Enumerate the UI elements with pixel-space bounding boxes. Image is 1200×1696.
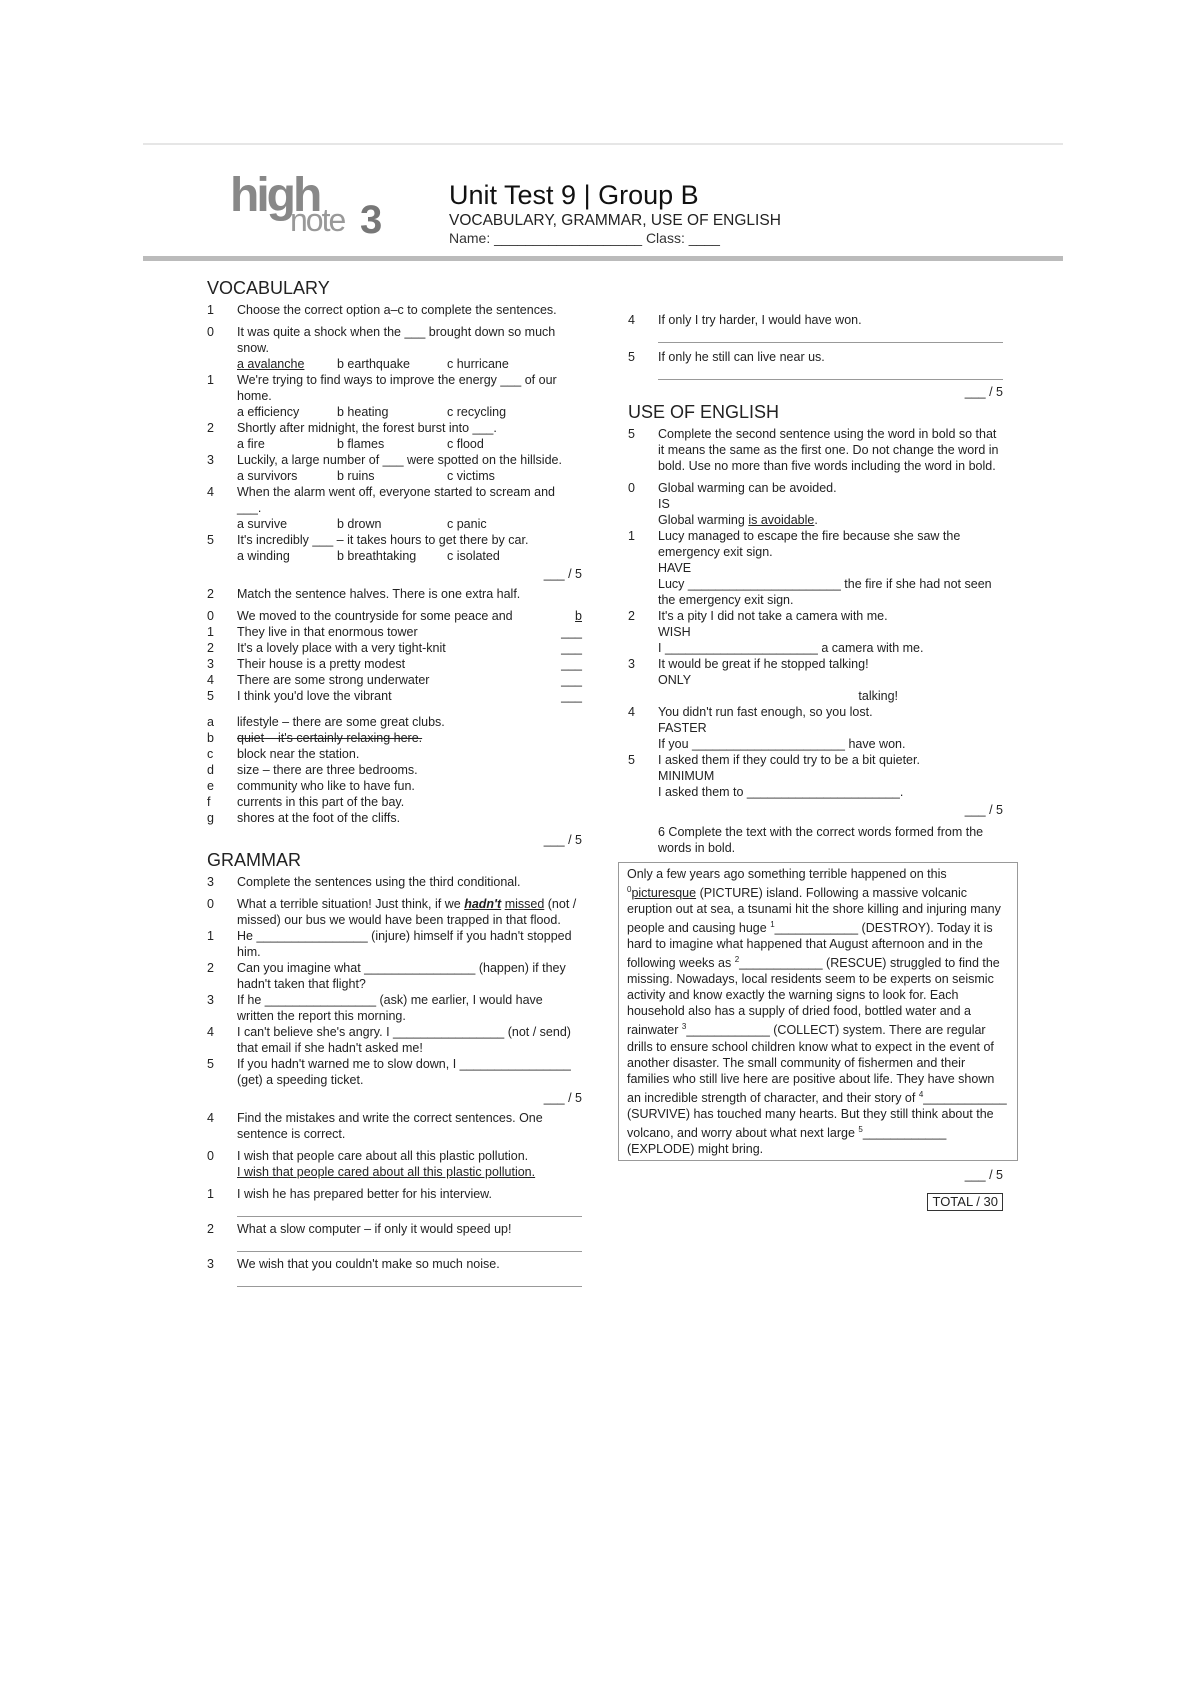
- exercise-6-instruction: 6 Complete the text with the correct words formed from the words in bold.: [658, 825, 984, 855]
- ex2-option: e community who like to have fun.: [207, 779, 415, 793]
- exercise-6-text-box: Only a few years ago something terrible happened on this $^0$picturesque (PICTURE) island. Following a massive volcanic eruption out at sea, a tsunami hit the shore killing and injuring many people and causing huge $^1$____________ (DESTROY). Today it is hard to imagine what happened that August afternoon and in the following weeks as $^2$____________ (RESCUE) struggled to find the missing. Nowadays, local residents seem to be experts on seismic activity and know exactly the warning signs to look for. Each household also has a supply of dried food, bottled water and a rainwater $^3$____________ (COLLECT) system. There are regular drills to ensure school children know what to expect in the event of another disaster. The small community of fishermen and their families who still live here are positive about life. They have shown an incredible strength of character, and their story of $^4$____________ (SURVIVE) has touched many hearts. But they still think about the volcano, and worry about what next large $^5$____________ (EXPLODE) might bring.: [618, 862, 1018, 1161]
- ex2-option: d size – there are three bedrooms.: [207, 763, 418, 777]
- ex1-item: 2 Shortly after midnight, the forest burst into ___. a fire b flames c flood: [207, 421, 497, 451]
- exercise-6-score: ___ / 5: [964, 1167, 1003, 1182]
- ex2-item: 1 They live in that enormous tower ___: [207, 625, 582, 639]
- ex3-item: 3 If he ________________ (ask) me earlier, I would have written the report this morning.: [207, 993, 543, 1023]
- ex3-item: 0 What a terrible situation! Just think, if we hadn't missed (not / missed) our bus we would have been trapped in that flood.: [207, 897, 577, 927]
- ex3-item: 2 Can you imagine what ________________ (happen) if they hadn't taken that flight?: [207, 961, 566, 991]
- exercise-1-score: ___ / 5: [543, 567, 582, 581]
- page-title: Unit Test 9 | Group B: [449, 180, 699, 210]
- total-score: TOTAL / 30: [927, 1193, 1003, 1211]
- answer-line[interactable]: [237, 1202, 582, 1217]
- ex2-item: 5 I think you'd love the vibrant ___: [207, 689, 582, 703]
- ex5-item: 5 I asked them if they could try to be a bit quieter. MINIMUM I asked them to ______________________.: [628, 753, 920, 799]
- ex4-item: 3 We wish that you couldn't make so much noise.: [207, 1256, 582, 1287]
- ex1-item: 5 It's incredibly ___ – it takes hours to get there by car. a winding b breathtaking c isolated: [207, 533, 529, 563]
- ex1-item: 3 Luckily, a large number of ___ were spotted on the hillside. a survivors b ruins c victims: [207, 453, 562, 483]
- ex5-item: 3 It would be great if he stopped talking! ONLY talking!: [628, 657, 898, 703]
- ex2-item: 3 Their house is a pretty modest ___: [207, 657, 582, 671]
- ex2-option: c block near the station.: [207, 747, 360, 761]
- vocabulary-heading: VOCABULARY: [207, 278, 330, 298]
- grammar-heading: GRAMMAR: [207, 850, 301, 870]
- ex4-item: 0 I wish that people care about all this plastic pollution. I wish that people cared about all this plastic pollution.: [207, 1148, 582, 1180]
- high-note-logo: [230, 169, 390, 246]
- right-column: [627, 312, 1007, 1211]
- ex3-item: 5 If you hadn't warned me to slow down, I ________________ (get) a speeding ticket.: [207, 1057, 571, 1087]
- ex2-option: b quiet – it's certainly relaxing here.: [207, 731, 423, 745]
- ex2-option: f currents in this part of the bay.: [207, 795, 405, 809]
- ex2-option: g shores at the foot of the cliffs.: [207, 811, 401, 825]
- ex5-item: 1 Lucy managed to escape the fire because she saw the emergency exit sign. HAVE Lucy ______________________ the fire if she had not seen the emergency exit sign.: [628, 529, 992, 607]
- exercise-2-score: ___ / 5: [543, 833, 582, 847]
- use-of-english-heading: USE OF ENGLISH: [628, 402, 780, 422]
- ex4-item: 4 If only I try harder, I would have won.: [628, 312, 1003, 343]
- exercise-3-score: ___ / 5: [543, 1091, 582, 1105]
- ex2-option: a lifestyle – there are some great clubs.: [207, 715, 445, 729]
- ex4-example-answer: I wish that people cared about all this plastic pollution.: [237, 1165, 536, 1179]
- answer-line[interactable]: [237, 1237, 582, 1252]
- exercise-4-instruction: 4 Find the mistakes and write the correct sentences. One sentence is correct.: [207, 1111, 543, 1141]
- exercise-4-score: ___ / 5: [964, 385, 1003, 399]
- ex1-item: 0 It was quite a shock when the ___ brought down so much snow. a avalanche b earthquake c hurricane: [207, 325, 556, 371]
- ex3-item: 4 I can't believe she's angry. I ________________ (not / send) that email if she hadn't asked me!: [207, 1025, 571, 1055]
- ex4-item: 1 I wish he has prepared better for his interview.: [207, 1186, 582, 1217]
- exercise-3-instruction: 3 Complete the sentences using the third conditional.: [207, 875, 521, 889]
- exercise-1-instruction: 1 Choose the correct option a–c to complete the sentences.: [207, 303, 557, 317]
- exercise-5-instruction: 5 Complete the second sentence using the word in bold so that it means the same as the first one. Do not change the word in bold. Use no more than five words including the word in bold.: [628, 427, 999, 473]
- left-column: [207, 280, 582, 1291]
- answer-line[interactable]: [237, 1272, 582, 1287]
- ex1-item: 4 When the alarm went off, everyone started to scream and ___. a survive b drown c panic: [207, 485, 555, 531]
- name-class-line: Name: ___________________ Class: ____: [449, 230, 720, 246]
- ex2-item: 2 It's a lovely place with a very tight-knit ___: [207, 641, 582, 655]
- exercise-5-score: ___ / 5: [964, 803, 1003, 817]
- exercise-2-instruction: 2 Match the sentence halves. There is one extra half.: [207, 587, 521, 601]
- logo-note: note: [290, 202, 345, 238]
- header: [143, 170, 1063, 260]
- ex1-item: 1 We're trying to find ways to improve the energy ___ of our home. a efficiency b heating c recycling: [207, 373, 557, 419]
- ex5-item: 2 It's a pity I did not take a camera with me. WISH I ______________________ a camera with me.: [628, 609, 924, 655]
- ex5-item: 4 You didn't run fast enough, so you lost. FASTER If you ______________________ have won.: [628, 705, 906, 751]
- ex4-item: 2 What a slow computer – if only it would speed up!: [207, 1221, 582, 1252]
- ex2-item: 0 We moved to the countryside for some peace and b: [207, 609, 582, 623]
- header-rule: [143, 256, 1063, 261]
- answer-line[interactable]: [658, 365, 1003, 380]
- answer-line[interactable]: [658, 328, 1003, 343]
- page-subtitle: VOCABULARY, GRAMMAR, USE OF ENGLISH: [449, 212, 781, 229]
- top-rule: [143, 143, 1063, 145]
- ex5-item: 0 Global warming can be avoided. IS Global warming is avoidable.: [628, 481, 837, 527]
- ex4-item: 5 If only he still can live near us.: [628, 349, 1003, 380]
- logo-high: high: [230, 169, 320, 222]
- logo-number: 3: [360, 198, 383, 242]
- ex2-item: 4 There are some strong underwater ___: [207, 673, 582, 687]
- ex3-item: 1 He ________________ (injure) himself if you hadn't stopped him.: [207, 929, 572, 959]
